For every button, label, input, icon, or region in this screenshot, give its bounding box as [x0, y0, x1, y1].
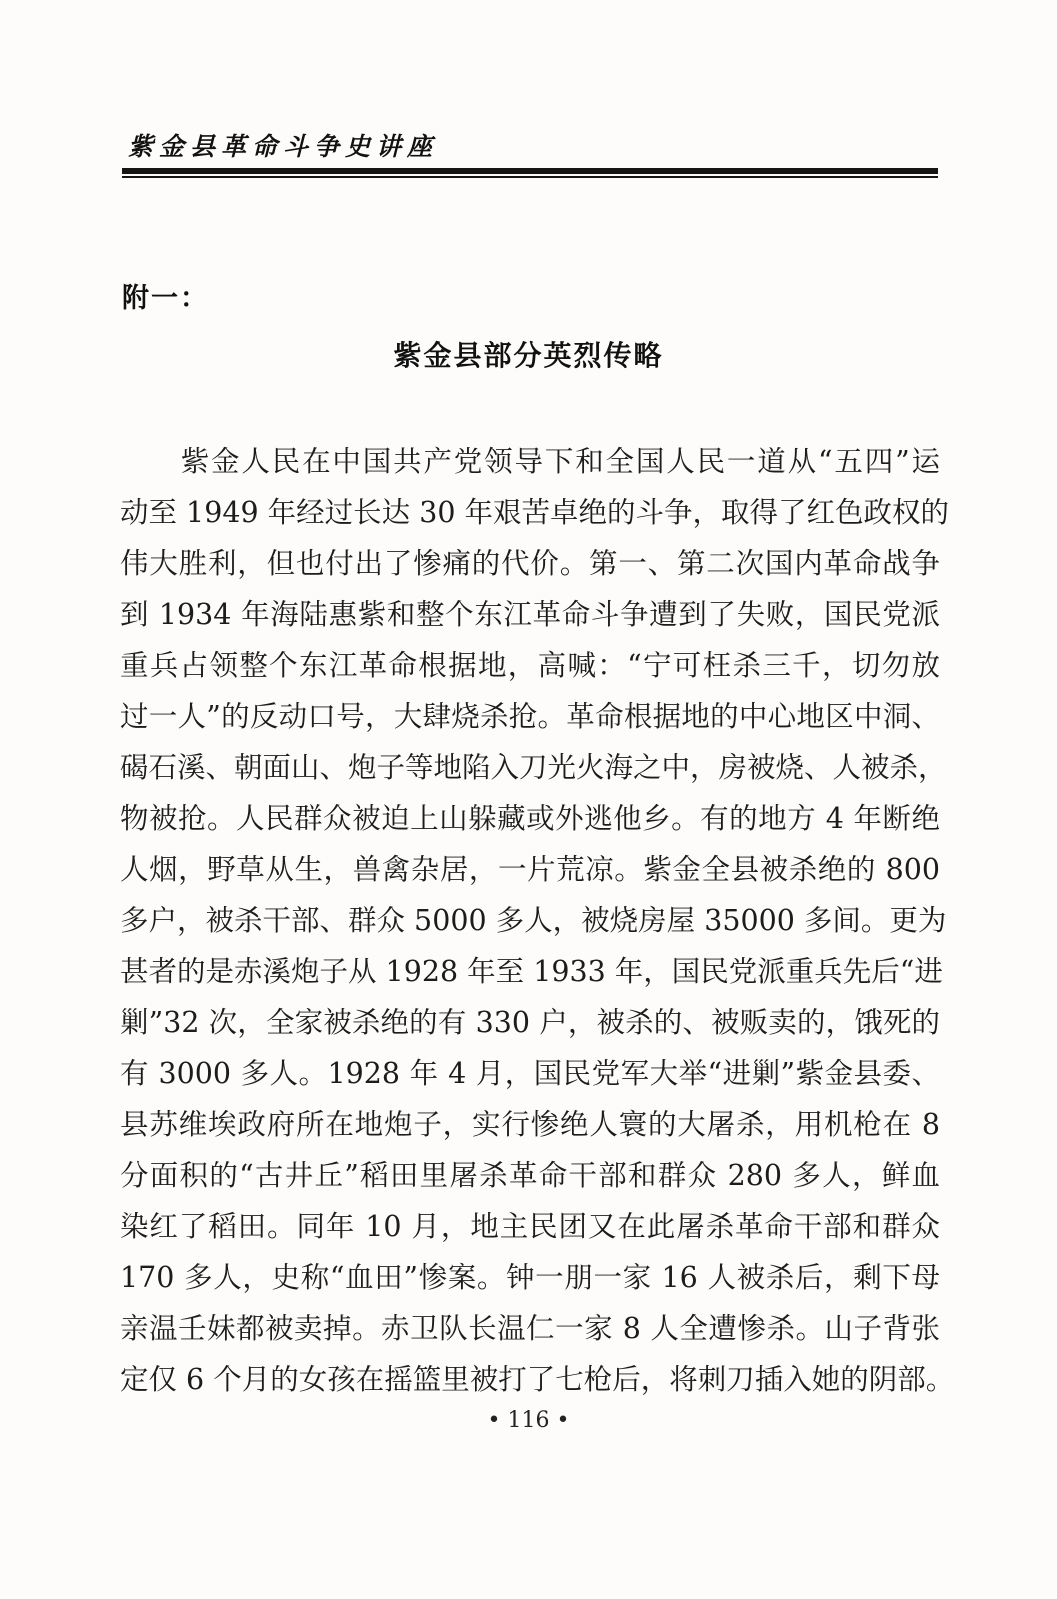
page-number: • 116 •	[487, 1408, 570, 1433]
body-line: 人烟，野草从生，兽禽杂居，一片荒凉。紫金全县被杀绝的 800	[120, 853, 940, 886]
body-line: 伟大胜利，但也付出了惨痛的代价。第一、第二次国内革命战争	[120, 547, 940, 580]
body-line: 亲温壬妹都被卖掉。赤卫队长温仁一家 8 人全遭惨杀。山子背张	[120, 1312, 940, 1345]
body-line: 重兵占领整个东江革命根据地，高喊：“宁可枉杀三千，切勿放	[120, 649, 940, 682]
body-line: 过一人”的反动口号，大肆烧杀抢。革命根据地的中心地区中洞、	[120, 700, 940, 733]
body-line: 甚者的是赤溪炮子从 1928 年至 1933 年，国民党派重兵先后“进	[120, 955, 943, 988]
body-line: 物被抢。人民群众被迫上山躲藏或外逃他乡。有的地方 4 年断绝	[120, 802, 940, 835]
header-rule-thick	[122, 168, 938, 174]
body-line: 剿”32 次，全家被杀绝的有 330 户，被杀的、被贩卖的，饿死的	[120, 1006, 940, 1039]
body-line: 染红了稻田。同年 10 月，地主民团又在此屠杀革命干部和群众	[120, 1210, 940, 1243]
body-line: 多户，被杀干部、群众 5000 多人，被烧房屋 35000 多间。更为	[120, 904, 947, 937]
body-line: 县苏维埃政府所在地炮子，实行惨绝人寰的大屠杀，用机枪在 8	[120, 1108, 940, 1141]
body-line: 到 1934 年海陆惠紫和整个东江革命斗争遭到了失败，国民党派	[120, 598, 940, 631]
body-paragraph	[120, 436, 955, 1405]
body-line: 碣石溪、朝面山、炮子等地陷入刀光火海之中，房被烧、人被杀，	[120, 751, 947, 784]
header-rule-thin	[122, 176, 938, 178]
running-header	[122, 128, 938, 178]
body-line: 170 多人，史称“血田”惨案。钟一朋一家 16 人被杀后，剩下母	[120, 1261, 940, 1294]
running-title: 紫金县革命斗争史讲座	[128, 132, 439, 161]
section-title: 紫金县部分英烈传略	[393, 339, 664, 372]
body-line: 定仅 6 个月的女孩在摇篮里被打了七枪后，将刺刀插入她的阴部。	[120, 1363, 955, 1396]
body-line: 分面积的“古井丘”稻田里屠杀革命干部和群众 280 多人，鲜血	[120, 1159, 940, 1192]
body-line: 有 3000 多人。1928 年 4 月，国民党军大举“进剿”紫金县委、	[120, 1057, 940, 1090]
body-line: 动至 1949 年经过长达 30 年艰苦卓绝的斗争，取得了红色政权的	[120, 496, 950, 529]
body-line: 紫金人民在中国共产党领导下和全国人民一道从“五四”运	[120, 445, 940, 478]
appendix-label: 附一：	[122, 283, 209, 314]
